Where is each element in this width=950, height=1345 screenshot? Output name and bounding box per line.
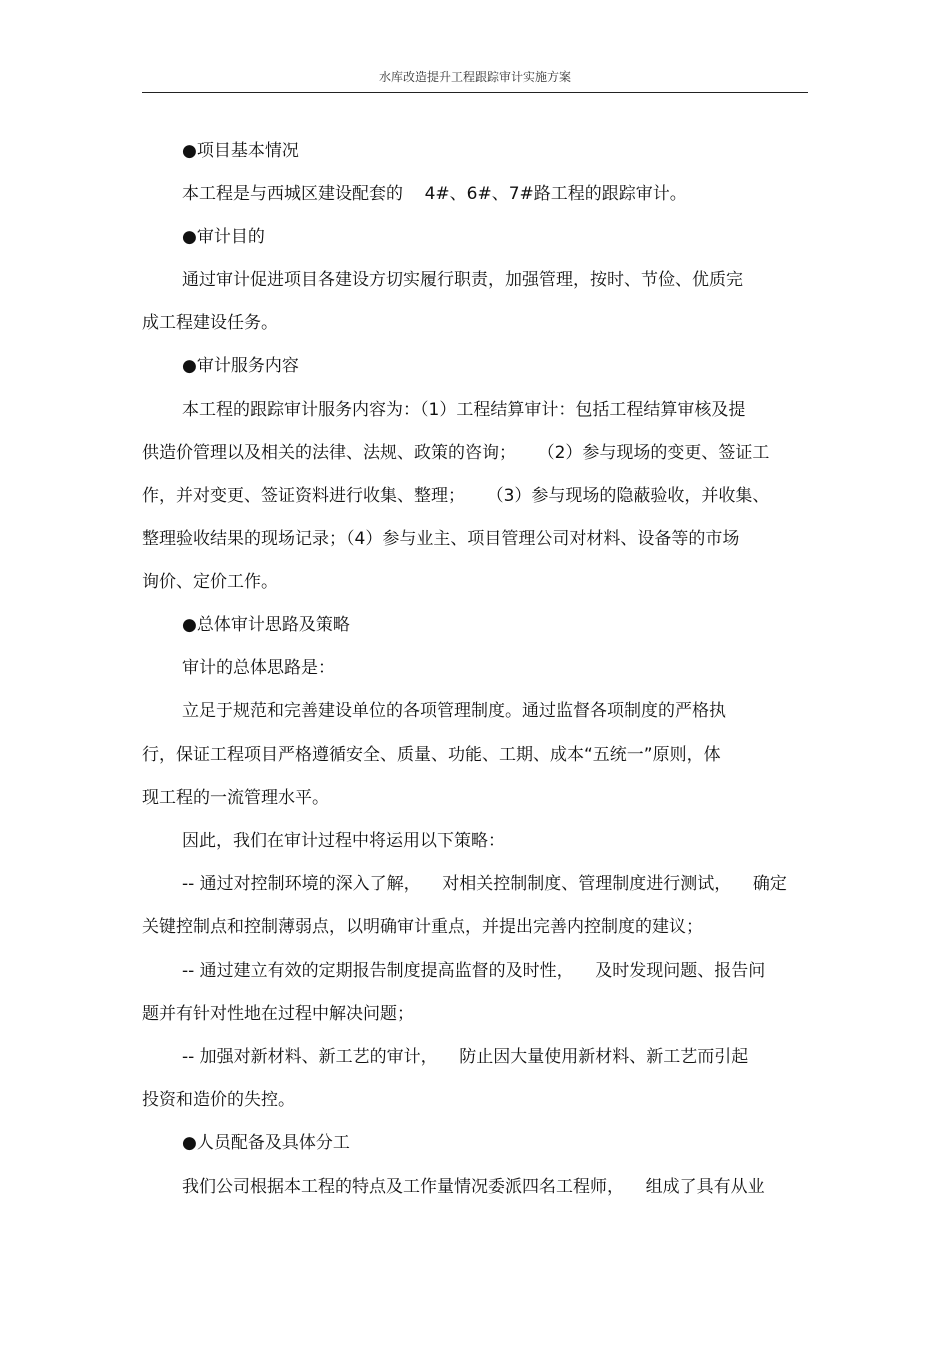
page-header-title: 水库改造提升工程跟踪审计实施方案: [378, 70, 571, 84]
paragraph-line: 现工程的一流管理水平。: [142, 788, 329, 808]
paragraph-line: 因此，我们在审计过程中将运用以下策略：: [182, 831, 505, 851]
strategy-item: -- 加强对新材料、新工艺的审计， 防止因大量使用新材料、新工艺而引起: [182, 1047, 749, 1067]
section-heading-overall-strategy: ●总体审计思路及策略: [182, 615, 350, 635]
paragraph-line: 作，并对变更、签证资料进行收集、整理； （3）参与现场的隐蔽验收，并收集、: [142, 486, 770, 506]
strategy-item: -- 通过对控制环境的深入了解， 对相关控制制度、管理制度进行测试， 确定: [182, 874, 787, 894]
paragraph-line: 审计的总体思路是：: [182, 658, 335, 678]
section-heading-staffing: ●人员配备及具体分工: [182, 1133, 350, 1153]
paragraph-line: 题并有针对性地在过程中解决问题；: [142, 1004, 414, 1024]
strategy-item: -- 通过建立有效的定期报告制度提高监督的及时性， 及时发现问题、报告问: [182, 961, 766, 981]
paragraph-line: 询价、定价工作。: [142, 572, 278, 592]
paragraph-line: 整理验收结果的现场记录；（4）参与业主、项目管理公司对材料、设备等的市场: [142, 529, 740, 549]
section-heading-audit-services: ●审计服务内容: [182, 356, 299, 376]
paragraph-line: 本工程是与西城区建设配套的 4#、6#、7#路工程的跟踪审计。: [182, 184, 687, 204]
paragraph-line: 本工程的跟踪审计服务内容为：（1）工程结算审计：包括工程结算审核及提: [182, 400, 746, 420]
paragraph-line: 供造价管理以及相关的法律、法规、政策的咨询； （2）参与现场的变更、签证工: [142, 443, 770, 463]
paragraph-line: 我们公司根据本工程的特点及工作量情况委派四名工程师， 组成了具有从业: [182, 1177, 765, 1197]
paragraph-line: 投资和造价的失控。: [142, 1090, 295, 1110]
paragraph-line: 关键控制点和控制薄弱点，以明确审计重点，并提出完善内控制度的建议；: [142, 917, 703, 937]
section-heading-project-basics: ●项目基本情况: [182, 141, 299, 161]
paragraph-line: 行，保证工程项目严格遵循安全、质量、功能、工期、成本“五统一”原则，体: [142, 745, 721, 765]
page-header: [142, 64, 808, 93]
paragraph-line: 通过审计促进项目各建设方切实履行职责，加强管理，按时、节俭、优质完: [182, 270, 743, 290]
paragraph-line: 成工程建设任务。: [142, 313, 278, 333]
paragraph-line: 立足于规范和完善建设单位的各项管理制度。通过监督各项制度的严格执: [182, 701, 726, 721]
section-heading-audit-purpose: ●审计目的: [182, 227, 265, 247]
